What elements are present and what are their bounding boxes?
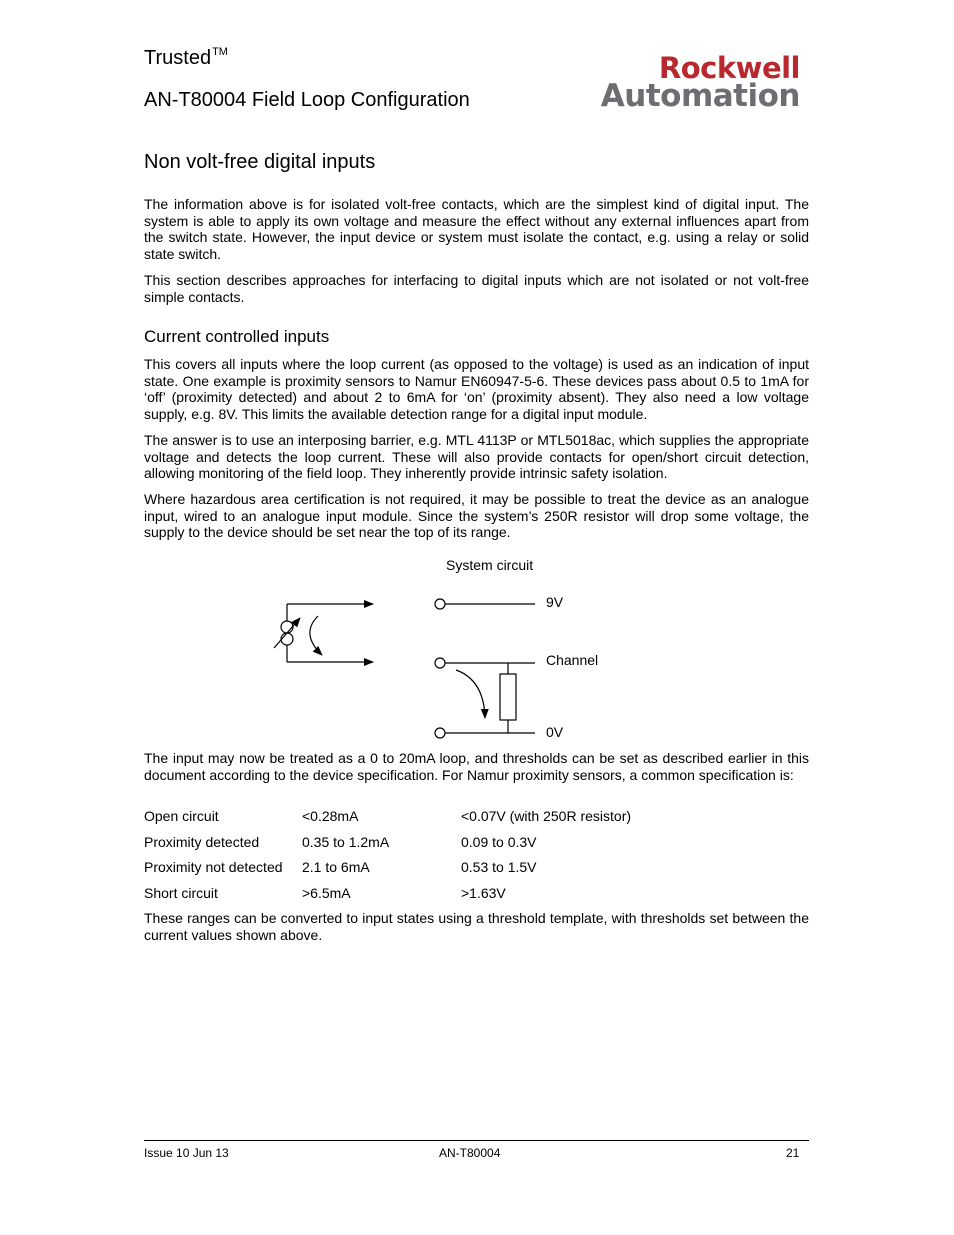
resistor-250r	[500, 674, 516, 720]
paragraph-closing: These ranges can be converted to input states using a threshold template, with thresholds set between the current values shown above.	[144, 910, 809, 943]
system-circuit-label: System circuit	[446, 557, 534, 573]
row-label: Short circuit	[144, 885, 218, 901]
row-current: 0.35 to 1.2mA	[302, 834, 390, 850]
trademark-mark: TM	[212, 46, 228, 58]
row-current: <0.28mA	[302, 808, 359, 824]
footer-issue: Issue 10 Jun 13	[144, 1146, 229, 1160]
row-label: Proximity detected	[144, 834, 260, 850]
row-label: Proximity not detected	[144, 859, 283, 875]
paragraph-threshold: The input may now be treated as a 0 to 20mA loop, and thresholds can be set as described earlier in this document according to the device specification. For Namur proximity sensors, a common specification is:	[144, 750, 809, 783]
row-voltage: <0.07V (with 250R resistor)	[461, 808, 632, 824]
row-voltage: >1.63V	[461, 885, 506, 901]
logo-line-1: Rockwell	[658, 51, 800, 85]
terminal-0v	[435, 728, 445, 738]
label-9v: 9V	[546, 594, 564, 610]
footer-page-number: 21	[786, 1146, 800, 1160]
footer-doc-id: AN-T80004	[439, 1146, 501, 1160]
row-label: Open circuit	[144, 808, 219, 824]
row-current: >6.5mA	[302, 885, 351, 901]
label-channel: Channel	[546, 652, 599, 668]
document-subtitle: AN-T80004 Field Loop Configuration	[144, 89, 470, 111]
terminal-channel	[435, 658, 445, 668]
document-title	[144, 46, 228, 70]
logo-line-2: Automation	[600, 78, 800, 114]
terminal-9v	[435, 599, 445, 609]
footer-divider	[144, 1140, 809, 1141]
subsection-heading: Current controlled inputs	[144, 327, 330, 346]
paragraph-intro: The information above is for isolated volt-free contacts, which are the simplest kind of digital input. The system is able to apply its own voltage and measure the effect without any external influences apart from the switch state. However, the input device or system must isolate the contact, e.g. using a relay or solid state switch.	[144, 196, 809, 263]
sensor-symbol	[274, 604, 373, 662]
label-0v: 0V	[546, 724, 564, 740]
section-heading: Non volt-free digital inputs	[144, 151, 376, 173]
system-circuit	[435, 599, 535, 738]
paragraph-scope: This section describes approaches for interfacing to digital inputs which are not isolated or not volt-free simple contacts.	[144, 272, 809, 305]
paragraph-current-inputs: This covers all inputs where the loop current (as opposed to the voltage) is used as an indication of input state. One example is proximity sensors to Namur EN60947-5-6. These devices pass about 0.5 to 1mA for ‘off’ (proximity detected) and about 2 to 6mA for ‘on’ (proximity absent). They also need a low voltage supply, e.g. 8V. This limits the available detection range for a digital input module.	[144, 356, 809, 423]
current-flow-arrow	[456, 670, 485, 718]
row-voltage: 0.09 to 0.3V	[461, 834, 537, 850]
rockwell-automation-logo	[568, 51, 802, 114]
row-current: 2.1 to 6mA	[302, 859, 370, 875]
paragraph-analogue: Where hazardous area certification is not required, it may be possible to treat the device as an analogue input, wired to an analogue input module. Since the system’s 250R resistor will drop some voltage, the supply to the device should be set near the top of its range.	[144, 491, 809, 541]
paragraph-barrier: The answer is to use an interposing barrier, e.g. MTL 4113P or MTL5018ac, which supplies the appropriate voltage and detects the loop current. These will also provide contacts for open/short circuit detection, allowing monitoring of the field loop. They inherently provide intrinsic safety isolation.	[144, 432, 809, 482]
row-voltage: 0.53 to 1.5V	[461, 859, 537, 875]
circuit-diagram	[260, 550, 660, 750]
title-text: Trusted	[144, 47, 212, 69]
